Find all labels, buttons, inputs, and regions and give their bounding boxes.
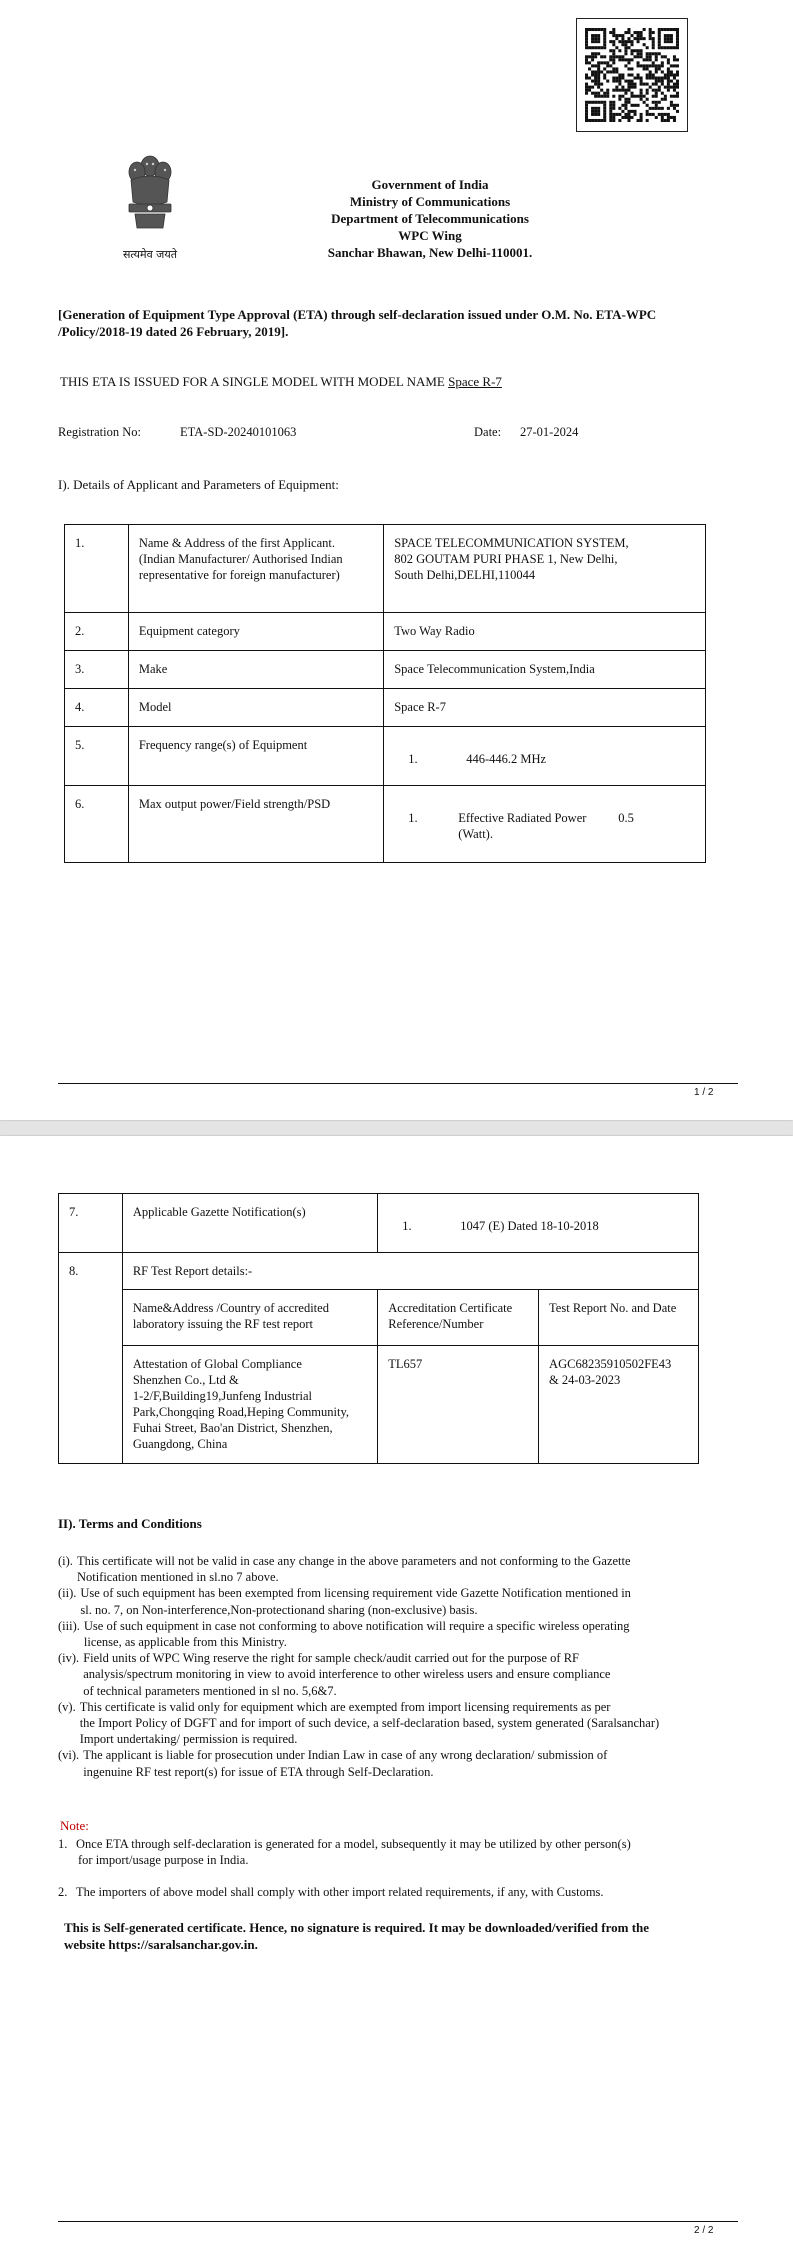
lab-line: Guangdong, China xyxy=(132,1437,228,1451)
sub-number: 1. xyxy=(408,811,418,825)
list-item xyxy=(58,1585,718,1617)
term-line: sl. no. 7, on Non-interference,Non-protectionand sharing (non-exclusive) basis. xyxy=(80,1602,478,1617)
registration-label: Registration No: xyxy=(58,425,141,439)
row-number: 1. xyxy=(65,525,129,613)
note-number: 1. xyxy=(58,1837,68,1851)
lab-details xyxy=(122,1346,377,1464)
registration-number: ETA-SD-20240101063 xyxy=(180,425,297,439)
row-label: Model xyxy=(128,689,383,727)
lab-line: 1-2/F,Building19,Junfeng Industrial xyxy=(132,1389,313,1403)
report-line: AGC68235910502FE43 xyxy=(549,1357,672,1371)
section-1-title: I). Details of Applicant and Parameters of Equipment: xyxy=(58,477,339,492)
row-number: 8. xyxy=(59,1253,123,1464)
gov-line: WPC Wing xyxy=(398,228,462,243)
note-line: The importers of above model shall comply with other import related requirements, if any, with Customs. xyxy=(76,1885,604,1900)
power-value: 0.5 xyxy=(618,811,634,825)
gazette-value: 1047 (E) Dated 18-10-2018 xyxy=(460,1219,599,1233)
page-number: 2 / 2 xyxy=(694,2225,714,2236)
row-label: RF Test Report details:- xyxy=(122,1253,698,1290)
note-line: Once ETA through self-declaration is generated for a model, subsequently it may be utilized by other person(s) xyxy=(76,1837,631,1851)
footer-divider xyxy=(58,1083,738,1084)
model-name: Space R-7 xyxy=(448,374,502,389)
lab-line: Shenzhen Co., Ltd & xyxy=(132,1373,239,1387)
row-number: 3. xyxy=(65,651,129,689)
lab-line: Park,Chongqing Road,Heping Community, xyxy=(132,1405,350,1419)
power-label-line: (Watt). xyxy=(458,827,493,841)
test-report-number xyxy=(539,1346,699,1464)
term-number: (vi). xyxy=(58,1748,80,1763)
row-value: Space R-7 xyxy=(384,689,706,727)
table-row xyxy=(65,525,706,613)
row-value xyxy=(384,525,706,613)
column-header: Name&Address /Country of accredited laboratory issuing the RF test report xyxy=(122,1290,377,1346)
lab-line: Fuhai Street, Bao'an District, Shenzhen, xyxy=(132,1421,333,1435)
list-item xyxy=(58,1650,718,1699)
row-value: Space Telecommunication System,India xyxy=(384,651,706,689)
row-label: Max output power/Field strength/PSD xyxy=(128,786,383,863)
value-line: SPACE TELECOMMUNICATION SYSTEM, xyxy=(394,536,629,550)
term-number: (ii). xyxy=(58,1586,77,1601)
term-number: (i). xyxy=(58,1554,73,1568)
term-line: the Import Policy of DGFT and for import of such device, a self-declaration based, system generated (Saralsanchar) xyxy=(79,1716,660,1731)
row-label: Make xyxy=(128,651,383,689)
term-line: This certificate will not be valid in case any change in the above parameters and not conforming to the Gazette xyxy=(76,1554,631,1568)
table-row xyxy=(65,613,706,651)
row-label: Frequency range(s) of Equipment xyxy=(128,727,383,786)
term-line: Use of such equipment has been exempted from licensing requirement vide Gazette Notification mentioned in xyxy=(80,1586,631,1601)
terms-list xyxy=(58,1553,718,1780)
government-header xyxy=(260,176,600,261)
table-row xyxy=(65,727,706,786)
row-value xyxy=(378,1194,699,1253)
document-title: [Generation of Equipment Type Approval (ETA) through self-declaration issued under O.M. No. ETA-WPC /Policy/2018-19 dated 26 February, 2019]. xyxy=(58,307,657,339)
row-number: 2. xyxy=(65,613,129,651)
value-line: 802 GOUTAM PURI PHASE 1, New Delhi, xyxy=(394,552,618,566)
sub-number: 1. xyxy=(408,752,418,766)
term-line: analysis/spectrum monitoring in view to avoid interference to other wireless users and ensure compliance xyxy=(83,1667,611,1682)
label-line: (Indian Manufacturer/ Authorised Indian xyxy=(138,552,343,566)
column-header: Test Report No. and Date xyxy=(539,1290,699,1346)
term-line: Notification mentioned in sl.no 7 above. xyxy=(76,1570,279,1585)
list-item xyxy=(58,1747,718,1779)
emblem-icon xyxy=(119,152,181,240)
row-label: Applicable Gazette Notification(s) xyxy=(122,1194,377,1253)
list-item xyxy=(58,1618,718,1650)
date-label: Date: xyxy=(474,425,502,439)
model-statement-text: THIS ETA IS ISSUED FOR A SINGLE MODEL WITH MODEL NAME xyxy=(60,374,449,389)
page-number: 1 / 2 xyxy=(694,1087,714,1098)
notes-list xyxy=(58,1836,718,1901)
term-line: ingenuine RF test report(s) for issue of ETA through Self-Declaration. xyxy=(83,1764,434,1779)
notice-line: website https://saralsanchar.gov.in. xyxy=(64,1937,258,1952)
value-line: South Delhi,DELHI,110044 xyxy=(394,568,536,582)
model-statement xyxy=(60,374,502,390)
note-title: Note: xyxy=(60,1818,89,1833)
note-number: 2. xyxy=(58,1885,68,1900)
label-line: Name & Address of the first Applicant. xyxy=(138,536,336,550)
row-number: 4. xyxy=(65,689,129,727)
qr-code xyxy=(576,18,688,132)
row-number: 5. xyxy=(65,727,129,786)
accreditation-number: TL657 xyxy=(378,1346,539,1464)
list-item xyxy=(58,1553,718,1585)
column-header: Accreditation Certificate Reference/Number xyxy=(378,1290,539,1346)
row-label: Equipment category xyxy=(128,613,383,651)
gov-line: Sanchar Bhawan, New Delhi-110001. xyxy=(327,245,533,260)
term-line: license, as applicable from this Ministry. xyxy=(83,1635,287,1650)
term-number: (iv). xyxy=(58,1651,80,1666)
table-row xyxy=(59,1290,699,1346)
emblem-motto: सत्यमेव जयते xyxy=(122,248,177,261)
row-number: 6. xyxy=(65,786,129,863)
power-label-line: Effective Radiated Power xyxy=(458,811,587,825)
gov-line: Ministry of Communications xyxy=(349,194,511,209)
term-line: Use of such equipment in case not conforming to above notification will require a specific wireless operating xyxy=(83,1618,630,1633)
term-line: Import undertaking/ permission is required. xyxy=(79,1732,298,1747)
table-row xyxy=(65,651,706,689)
report-line: & 24-03-2023 xyxy=(549,1373,621,1387)
term-line: Field units of WPC Wing reserve the right for sample check/audit carried out for the purpose of RF xyxy=(83,1651,579,1666)
term-number: (v). xyxy=(58,1699,76,1714)
term-number: (iii). xyxy=(58,1618,80,1633)
self-generated-notice xyxy=(64,1919,684,1953)
note-line: for import/usage purpose in India. xyxy=(78,1853,249,1868)
page-1 xyxy=(0,0,793,1120)
date-value: 27-01-2024 xyxy=(520,425,579,439)
term-line: This certificate is valid only for equipment which are exempted from import licensing requirements as per xyxy=(79,1699,611,1714)
label-line: representative for foreign manufacturer) xyxy=(138,568,340,582)
row-value xyxy=(384,727,706,786)
row-label xyxy=(128,525,383,613)
table-row xyxy=(65,689,706,727)
table-row xyxy=(59,1194,699,1253)
applicant-details-table xyxy=(64,524,706,863)
table-row xyxy=(59,1346,699,1464)
row-value xyxy=(384,786,706,863)
qr-code-icon xyxy=(585,28,679,122)
footer-divider xyxy=(58,2221,738,2222)
notification-test-report-table xyxy=(58,1193,699,1464)
table-row xyxy=(65,786,706,863)
frequency-value: 446-446.2 MHz xyxy=(466,752,547,766)
notice-line: This is Self-generated certificate. Hence, no signature is required. It may be downloaded/verified from the xyxy=(64,1920,650,1935)
section-2-title: II). Terms and Conditions xyxy=(58,1516,202,1531)
list-item xyxy=(58,1884,718,1900)
term-line: The applicant is liable for prosecution under Indian Law in case of any wrong declaration/ submission of xyxy=(83,1748,608,1763)
lab-line: Attestation of Global Compliance xyxy=(132,1357,302,1371)
list-item xyxy=(58,1836,718,1868)
row-number: 7. xyxy=(59,1194,123,1253)
sub-number: 1. xyxy=(402,1219,412,1233)
row-value: Two Way Radio xyxy=(384,613,706,651)
term-line: of technical parameters mentioned in sl no. 5,6&7. xyxy=(83,1683,337,1698)
table-row xyxy=(59,1253,699,1290)
gov-line: Department of Telecommunications xyxy=(331,211,529,226)
gov-line: Government of India xyxy=(371,177,489,192)
power-label xyxy=(452,810,618,842)
national-emblem xyxy=(112,152,188,262)
list-item xyxy=(58,1699,718,1748)
